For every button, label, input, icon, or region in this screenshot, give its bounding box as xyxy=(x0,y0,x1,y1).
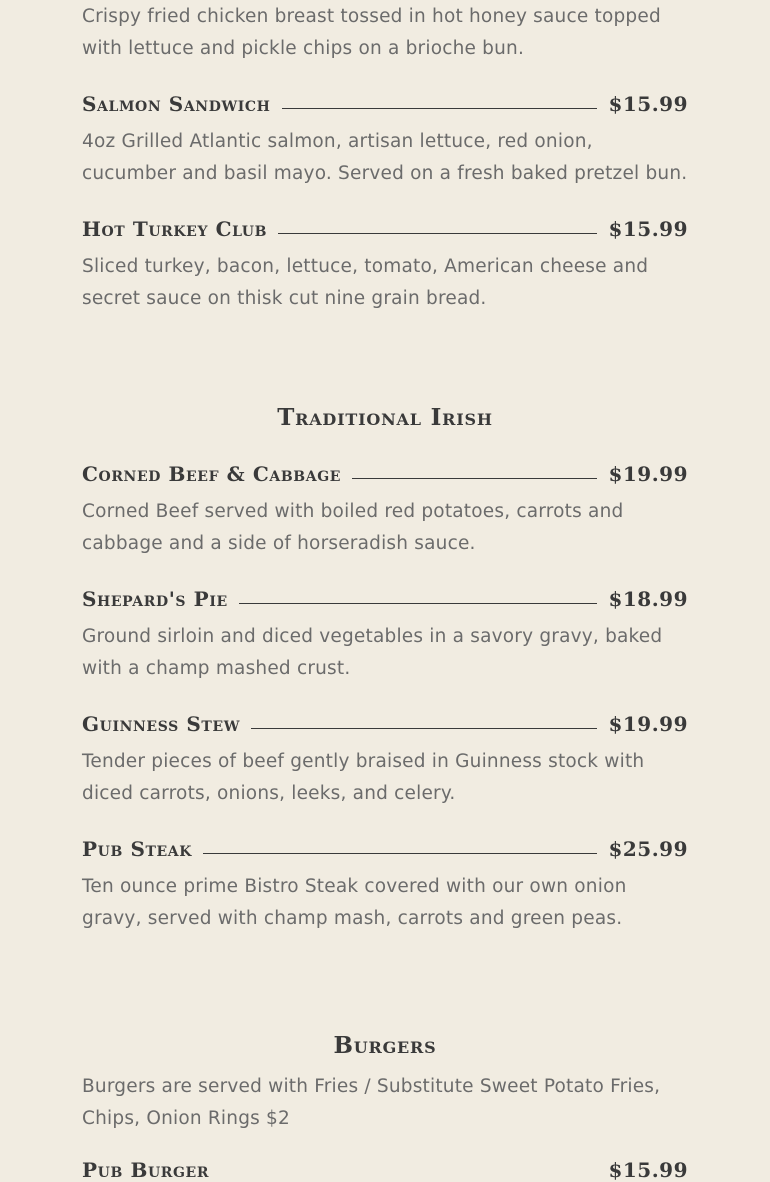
menu-item-pub-steak xyxy=(82,837,688,861)
item-price: $19.99 xyxy=(608,462,688,486)
menu-item-shepards-pie xyxy=(82,587,688,611)
item-description: Sliced turkey, bacon, lettuce, tomato, American cheese and secret sauce on thisk cut nine grain bread. xyxy=(82,256,649,309)
leader-line xyxy=(282,108,598,109)
menu-item-pub-burger xyxy=(82,1158,688,1182)
leader-line xyxy=(251,728,597,729)
item-price: $18.99 xyxy=(608,587,688,611)
leader-line xyxy=(278,233,597,234)
section-note: Burgers are served with Fries / Substitute Sweet Potato Fries, Chips, Onion Rings $2 xyxy=(82,1076,661,1129)
section-title-traditional-irish: Traditional Irish xyxy=(277,404,493,431)
section-title-burgers: Burgers xyxy=(333,1032,437,1059)
item-name: Guinness Stew xyxy=(82,712,241,736)
menu-item-guinness-stew xyxy=(82,712,688,736)
item-description: Crispy fried chicken breast tossed in hot honey sauce topped with lettuce and pickle chips on a brioche bun. xyxy=(82,6,661,59)
menu-item-hot-turkey-club xyxy=(82,217,688,241)
item-description: Corned Beef served with boiled red potatoes, carrots and cabbage and a side of horseradish sauce. xyxy=(82,501,624,554)
item-price: $15.99 xyxy=(608,92,688,116)
item-price: $25.99 xyxy=(608,837,688,861)
leader-line xyxy=(352,478,597,479)
item-description: 4oz Grilled Atlantic salmon, artisan lettuce, red onion, cucumber and basil mayo. Served on a fresh baked pretzel bun. xyxy=(82,131,688,184)
menu-item-salmon-sandwich xyxy=(82,92,688,116)
leader-line xyxy=(239,603,598,604)
item-price: $19.99 xyxy=(608,712,688,736)
item-description: Ten ounce prime Bistro Steak covered with our own onion gravy, served with champ mash, carrots and green peas. xyxy=(82,876,627,929)
leader-line xyxy=(220,1174,597,1175)
item-description: Tender pieces of beef gently braised in Guinness stock with diced carrots, onions, leeks, and celery. xyxy=(82,751,645,804)
item-name: Corned Beef & Cabbage xyxy=(82,462,342,486)
item-name: Pub Steak xyxy=(82,837,193,861)
item-name: Shepard's Pie xyxy=(82,587,228,611)
item-price: $15.99 xyxy=(608,1158,688,1182)
item-name: Pub Burger xyxy=(82,1158,210,1182)
leader-line xyxy=(203,853,597,854)
item-price: $15.99 xyxy=(608,217,688,241)
item-name: Hot Turkey Club xyxy=(82,217,268,241)
item-name: Salmon Sandwich xyxy=(82,92,271,116)
menu-item-corned-beef xyxy=(82,462,688,486)
item-description: Ground sirloin and diced vegetables in a savory gravy, baked with a champ mashed crust. xyxy=(82,626,663,679)
